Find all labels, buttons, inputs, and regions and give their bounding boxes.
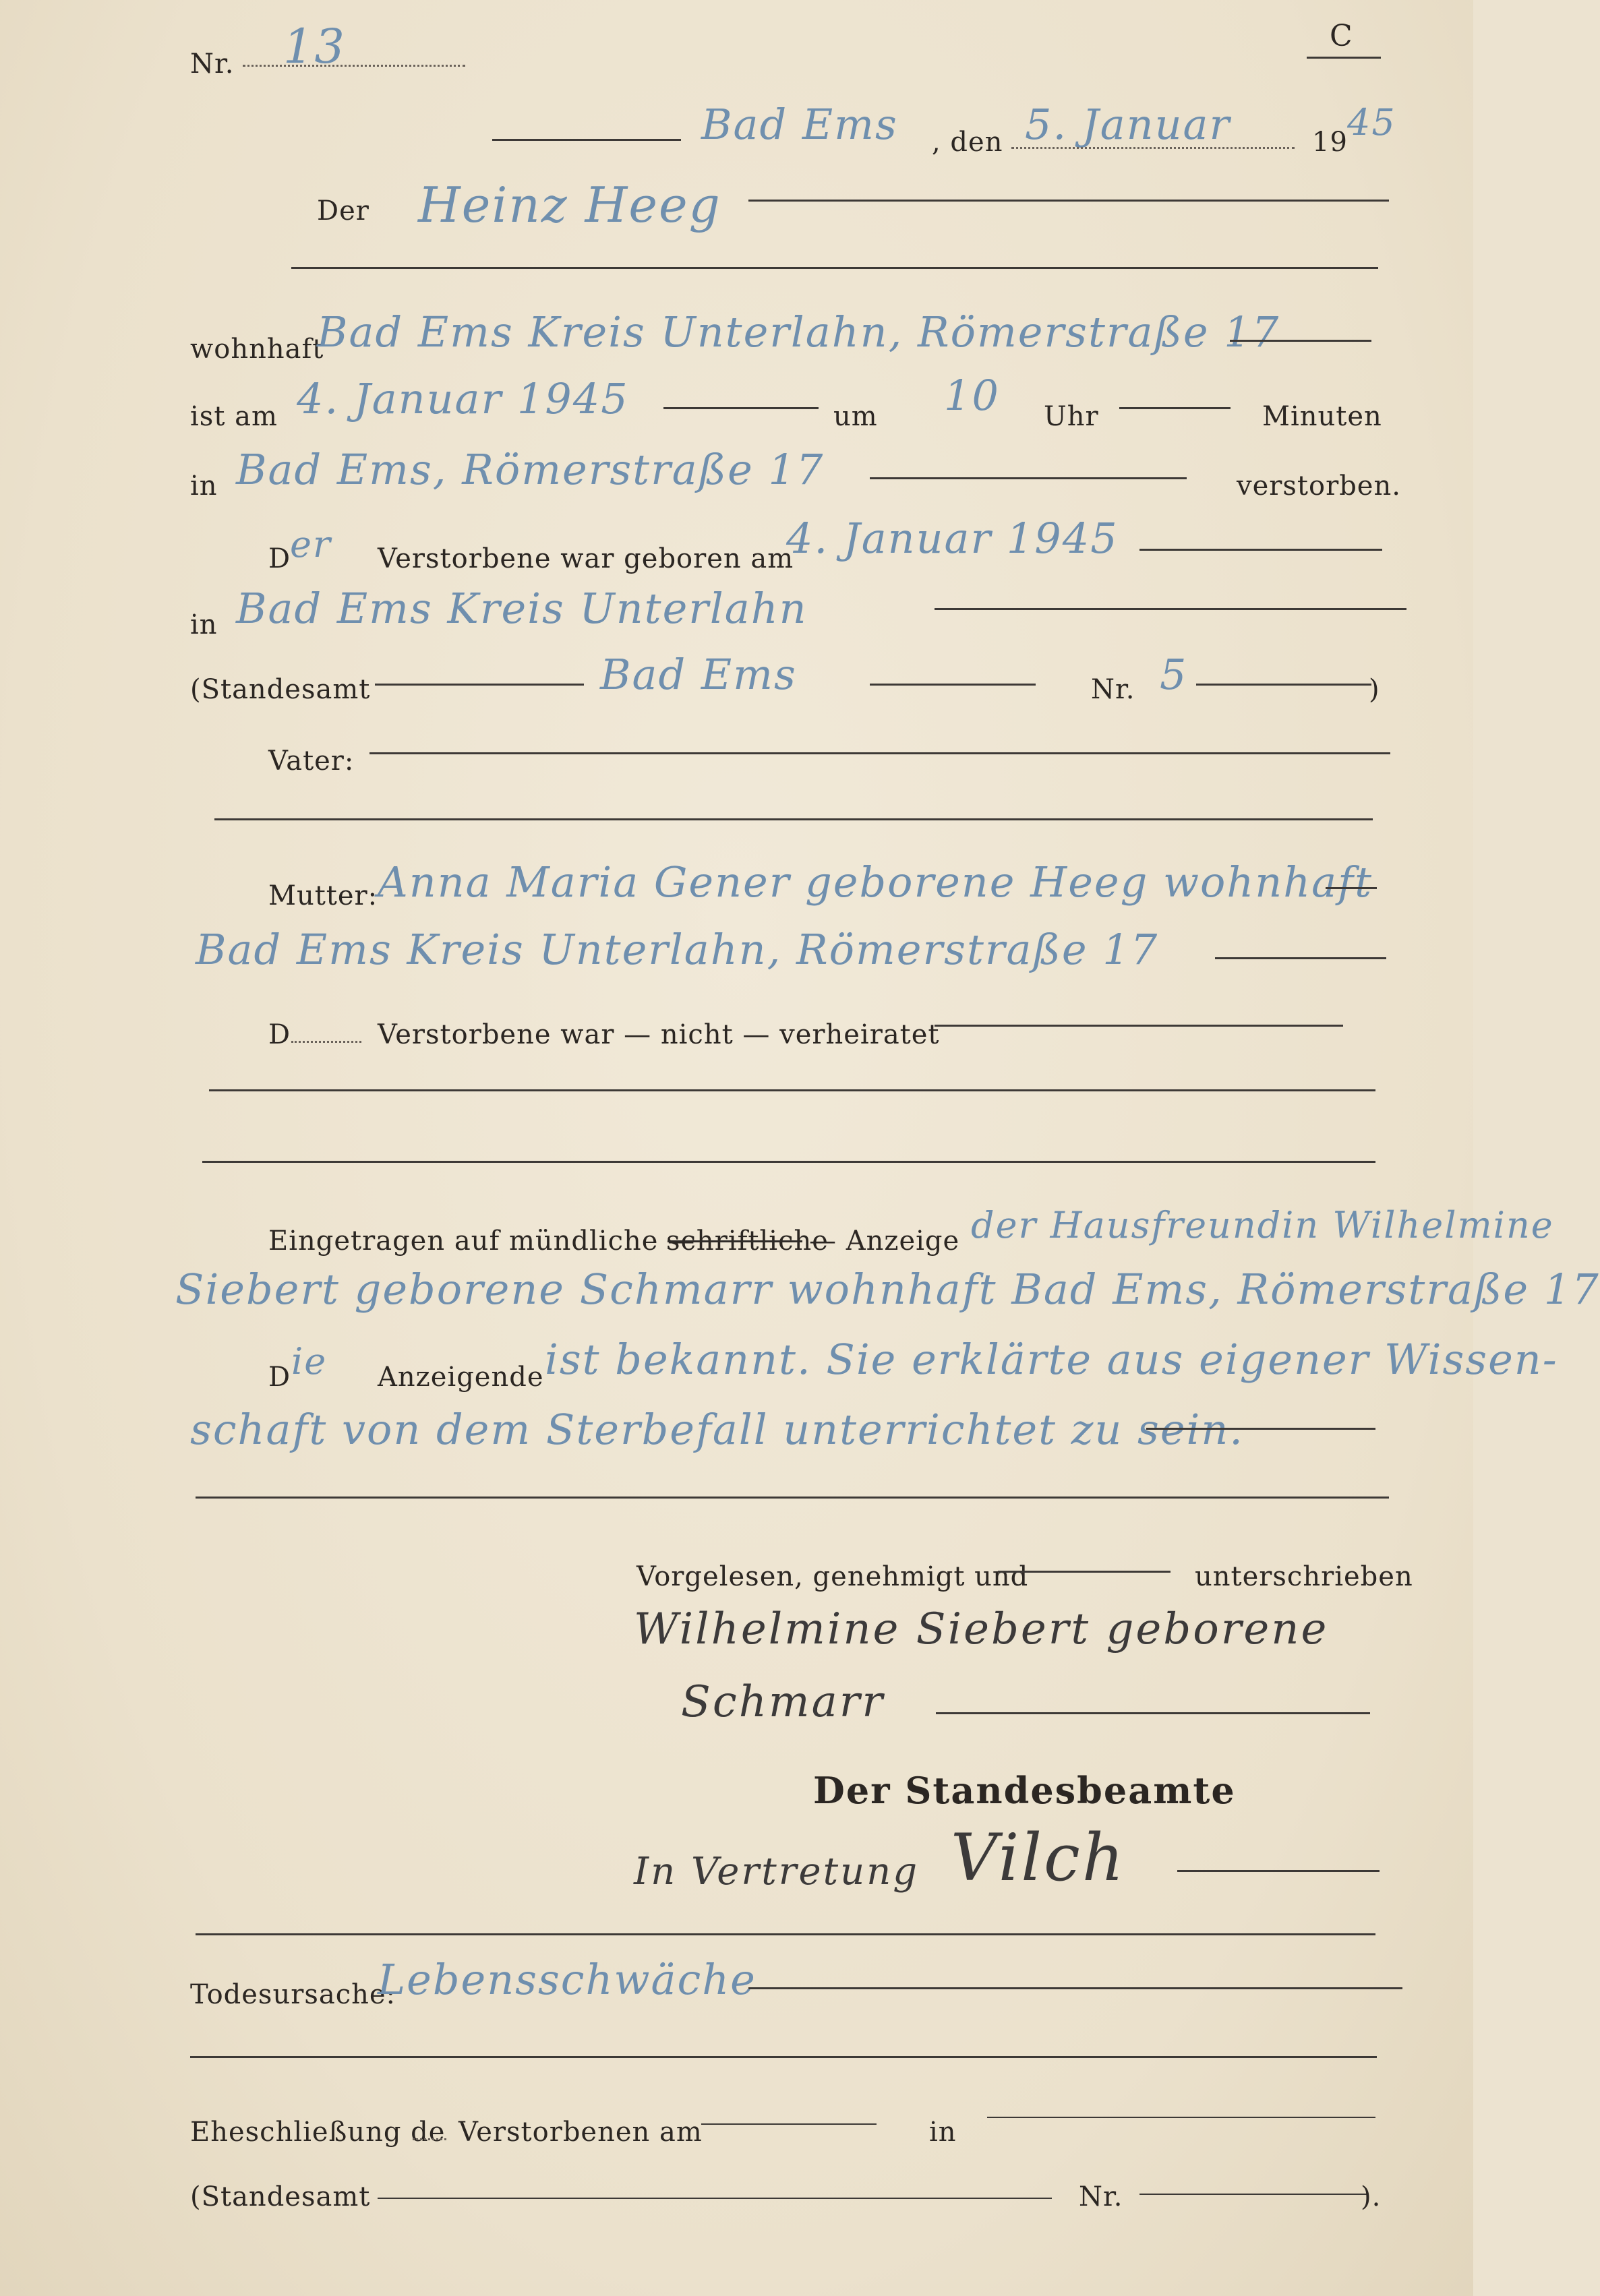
birth-standesamt-label: (Standesamt <box>190 674 371 705</box>
marital-text: Verstorbene war — nicht — verheiratet <box>378 1019 940 1050</box>
birth-place: Bad Ems Kreis Unterlahn <box>236 584 808 633</box>
mutter-line-1: Anna Maria Gener geborene Heeg wohnhaft <box>378 857 1373 907</box>
birth-standesamt-line-a <box>375 684 584 686</box>
death-place-line <box>870 477 1187 479</box>
birth-standesamt-value: Bad Ems <box>600 650 797 699</box>
death-place: Bad Ems, Römerstraße 17 <box>236 445 825 494</box>
official-line-2 <box>196 1933 1375 1935</box>
deceased-article: Der <box>317 195 369 226</box>
residence-value: Bad Ems Kreis Unterlahn, Römerstraße 17 <box>317 307 1280 357</box>
informant-line-1: der Hausfreundin Wilhelmine <box>971 1204 1554 1246</box>
marital-d-label: D <box>268 1019 291 1050</box>
statement-line-1: ist bekannt. Sie erklärte aus eigener Wissen- <box>545 1335 1558 1384</box>
marriage-place-line <box>987 2117 1375 2118</box>
unterschrieben-label: unterschrieben <box>1195 1561 1413 1592</box>
death-in-label: in <box>190 471 218 502</box>
marriage-nr-label: Nr. <box>1079 2181 1123 2212</box>
name-line-1 <box>748 200 1389 202</box>
official-signature: Vilch <box>951 1820 1126 1896</box>
signer-line-rule <box>936 1712 1370 1714</box>
form-letter-line <box>1307 57 1381 59</box>
cause-value: Lebensschwäche <box>378 1955 757 2004</box>
deceased-name: Heinz Heeg <box>418 177 721 233</box>
marriage-standesamt-line <box>378 2198 1052 2199</box>
mutter-label: Mutter: <box>268 880 378 911</box>
anzeigende-prefix: D <box>268 1362 291 1393</box>
nr-label: Nr. <box>190 49 235 80</box>
place-value: Bad Ems <box>701 100 898 149</box>
um-label: um <box>833 401 878 432</box>
official-line <box>1177 1870 1380 1872</box>
date-value: 5. Januar <box>1025 100 1231 149</box>
birth-nr-line <box>1196 684 1371 686</box>
anzeigende-suffix: ie <box>291 1340 328 1383</box>
vorgelesen-label: Vorgelesen, genehmigt und <box>636 1561 1029 1592</box>
vorgelesen-line <box>998 1571 1171 1573</box>
birth-nr-value: 5 <box>1160 650 1188 699</box>
name-line-2 <box>291 267 1378 269</box>
nr-dotted-line <box>243 65 465 67</box>
death-hour: 10 <box>944 371 1000 420</box>
birth-date-line <box>1139 549 1382 551</box>
birth-close: ) <box>1369 674 1380 705</box>
minuten-label: Minuten <box>1262 401 1382 432</box>
cause-label: Todesursache: <box>190 1979 396 2010</box>
schriftliche-label: schriftliche <box>666 1226 829 1257</box>
vater-label: Vater: <box>268 746 355 777</box>
place-pre-line <box>492 139 681 141</box>
birth-nr-label: Nr. <box>1091 674 1135 705</box>
birth-in-label: in <box>190 609 218 640</box>
vater-line-2 <box>214 818 1373 820</box>
marital-line-1 <box>935 1025 1343 1027</box>
death-date: 4. Januar 1945 <box>297 374 629 423</box>
death-date-line <box>663 407 819 409</box>
form-letter: C <box>1330 19 1353 53</box>
year-prefix: 19 <box>1312 127 1348 158</box>
date-dotted-line <box>1011 147 1295 149</box>
vertretung-text: In Vertretung <box>634 1850 920 1894</box>
statement-line-rule-2 <box>196 1497 1389 1499</box>
nr-value: 13 <box>283 19 347 74</box>
statement-line-rule <box>1146 1428 1375 1430</box>
anzeige-label: — Anzeige <box>809 1226 960 1257</box>
birth-standesamt-line-b <box>870 684 1036 686</box>
birth-d-suffix: er <box>290 523 332 566</box>
marriage-in-label: in <box>929 2117 957 2148</box>
marital-line-3 <box>202 1161 1375 1163</box>
marriage-standesamt-label: (Standesamt <box>190 2181 371 2212</box>
minutes-line <box>1119 407 1231 409</box>
marriage-close: ). <box>1361 2181 1382 2212</box>
mutter-line-2-rule <box>1215 957 1386 959</box>
year-suffix: 45 <box>1347 101 1396 144</box>
marital-d-dotted <box>291 1041 361 1043</box>
birth-date: 4. Januar 1945 <box>786 514 1119 563</box>
birth-d-label: D <box>268 543 291 574</box>
official-title: Der Standesbeamte <box>813 1769 1236 1812</box>
anzeigende-label: Anzeigende <box>378 1362 544 1393</box>
marital-line-2 <box>209 1089 1375 1091</box>
signer-line-1: Wilhelmine Siebert geborene <box>634 1604 1329 1654</box>
informant-line-2: Siebert geborene Schmarr wohnhaft Bad Ems, Römerstraße 17 <box>175 1265 1600 1314</box>
uhr-label: Uhr <box>1044 401 1099 432</box>
verstorben-label: verstorben. <box>1237 471 1401 502</box>
wohnhaft-label: wohnhaft <box>190 334 324 365</box>
residence-line <box>1230 340 1371 342</box>
marriage-date-line <box>701 2123 877 2125</box>
vater-line-1 <box>369 752 1390 754</box>
marriage-nr-line <box>1139 2194 1369 2195</box>
marriage-label-b: Verstorbenen am <box>458 2117 703 2148</box>
schriftliche-strikethrough <box>668 1240 802 1242</box>
birth-place-line <box>935 608 1406 610</box>
birth-text-label: Verstorbene war geboren am <box>378 543 794 574</box>
mutter-line-2: Bad Ems Kreis Unterlahn, Römerstraße 17 <box>196 925 1159 974</box>
cause-line-2 <box>190 2056 1377 2058</box>
cause-line-1 <box>748 1987 1402 1989</box>
ist-am-label: ist am <box>190 401 278 432</box>
signer-line-2: Schmarr <box>681 1677 885 1727</box>
mutter-line-1-rule <box>1326 887 1377 889</box>
marriage-de-dotted <box>413 2138 446 2140</box>
den-label: , den <box>932 127 1003 158</box>
marriage-label-a: Eheschließung de <box>190 2117 446 2148</box>
eingetragen-label: Eingetragen auf mündliche — <box>268 1226 696 1257</box>
statement-line-2: schaft von dem Sterbefall unterrichtet zu sein. <box>190 1405 1244 1454</box>
